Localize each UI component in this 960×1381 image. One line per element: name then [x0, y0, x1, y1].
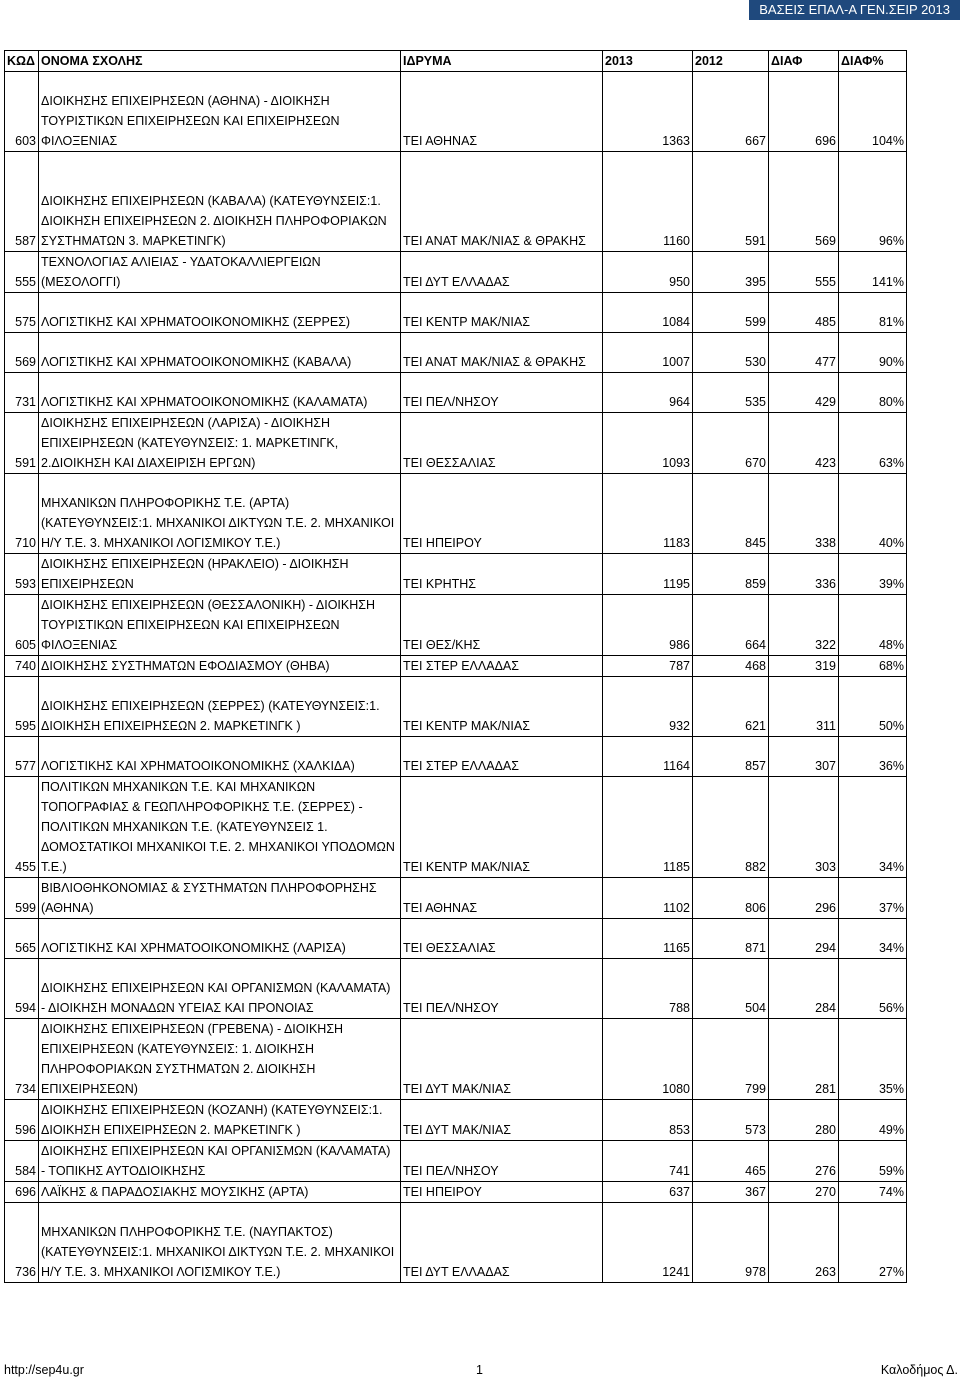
cell-institution: ΤΕΙ ΔΥΤ ΕΛΛΑΔΑΣ: [401, 252, 603, 293]
cell-2013: 787: [603, 656, 693, 677]
cell-code: 587: [5, 152, 39, 252]
table-row: [5, 677, 907, 737]
cell-diff-pct: 68%: [839, 656, 907, 677]
table-row: [5, 413, 907, 474]
cell-name: ΔΙΟΙΚΗΣΗΣ ΕΠΙΧΕΙΡΗΣΕΩΝ (ΣΕΡΡΕΣ) (ΚΑΤΕΥΘΥΝΣΕΙΣ:1. ΔΙΟΙΚΗΣΗ ΕΠΙΧΕΙΡΗΣΕΩΝ 2. ΜΑΡΚΕΤΙΝΓΚ ): [39, 677, 401, 737]
cell-2013: 637: [603, 1182, 693, 1203]
cell-diff-pct: 96%: [839, 152, 907, 252]
cell-2013: 853: [603, 1100, 693, 1141]
cell-2012: 395: [693, 252, 769, 293]
cell-diff: 696: [769, 72, 839, 152]
cell-2013: 1164: [603, 737, 693, 777]
cell-code: 455: [5, 777, 39, 878]
cell-2012: 664: [693, 595, 769, 656]
cell-diff: 263: [769, 1203, 839, 1283]
cell-diff-pct: 63%: [839, 413, 907, 474]
cell-code: 710: [5, 474, 39, 554]
cell-2012: 504: [693, 959, 769, 1019]
table-header-row: [5, 51, 907, 72]
cell-diff: 296: [769, 878, 839, 919]
cell-code: 594: [5, 959, 39, 1019]
cell-institution: ΤΕΙ ΚΕΝΤΡ ΜΑΚ/ΝΙΑΣ: [401, 677, 603, 737]
cell-code: 584: [5, 1141, 39, 1182]
table-row: [5, 595, 907, 656]
cell-diff-pct: 56%: [839, 959, 907, 1019]
cell-diff: 281: [769, 1019, 839, 1100]
footer-page-number: 1: [476, 1363, 483, 1377]
cell-diff-pct: 50%: [839, 677, 907, 737]
cell-code: 696: [5, 1182, 39, 1203]
table-row: [5, 333, 907, 373]
cell-2012: 367: [693, 1182, 769, 1203]
cell-2013: 1080: [603, 1019, 693, 1100]
table-row: [5, 373, 907, 413]
cell-code: 599: [5, 878, 39, 919]
cell-diff: 485: [769, 293, 839, 333]
cell-diff: 336: [769, 554, 839, 595]
cell-institution: ΤΕΙ ΘΕΣΣΑΛΙΑΣ: [401, 919, 603, 959]
cell-2013: 1185: [603, 777, 693, 878]
cell-diff-pct: 80%: [839, 373, 907, 413]
cell-name: ΛΟΓΙΣΤΙΚΗΣ ΚΑΙ ΧΡΗΜΑΤΟΟΙΚΟΝΟΜΙΚΗΣ (ΣΕΡΡΕΣ): [39, 293, 401, 333]
cell-institution: ΤΕΙ ΚΡΗΤΗΣ: [401, 554, 603, 595]
cell-code: 565: [5, 919, 39, 959]
cell-diff: 307: [769, 737, 839, 777]
cell-diff-pct: 104%: [839, 72, 907, 152]
cell-code: 595: [5, 677, 39, 737]
cell-diff: 322: [769, 595, 839, 656]
col-header-2012: 2012: [693, 51, 769, 72]
cell-2013: 1160: [603, 152, 693, 252]
table-row: [5, 878, 907, 919]
table-row: [5, 72, 907, 152]
cell-name: ΔΙΟΙΚΗΣΗΣ ΕΠΙΧΕΙΡΗΣΕΩΝ (ΚΑΒΑΛΑ) (ΚΑΤΕΥΘΥΝΣΕΙΣ:1. ΔΙΟΙΚΗΣΗ ΕΠΙΧΕΙΡΗΣΕΩΝ 2. ΔΙΟΙΚΗΣΗ ΠΛΗΡΟΦΟΡΙΑΚΩΝ ΣΥΣΤΗΜΑΤΩΝ 3. ΜΑΡΚΕΤΙΝΓΚ): [39, 152, 401, 252]
cell-name: ΛΟΓΙΣΤΙΚΗΣ ΚΑΙ ΧΡΗΜΑΤΟΟΙΚΟΝΟΜΙΚΗΣ (ΚΑΒΑΛΑ): [39, 333, 401, 373]
cell-institution: ΤΕΙ ΣΤΕΡ ΕΛΛΑΔΑΣ: [401, 737, 603, 777]
cell-diff-pct: 34%: [839, 777, 907, 878]
cell-2013: 1093: [603, 413, 693, 474]
cell-2013: 986: [603, 595, 693, 656]
table-row: [5, 1100, 907, 1141]
cell-diff-pct: 34%: [839, 919, 907, 959]
page-header: ΒΑΣΕΙΣ ΕΠΑΛ-Α ΓΕΝ.ΣΕΙΡ 2013: [749, 0, 960, 20]
cell-code: 603: [5, 72, 39, 152]
cell-institution: ΤΕΙ ΠΕΛ/ΝΗΣΟΥ: [401, 373, 603, 413]
cell-diff: 270: [769, 1182, 839, 1203]
table-row: [5, 959, 907, 1019]
table-row: [5, 1182, 907, 1203]
cell-institution: ΤΕΙ ΘΕΣ/ΚΗΣ: [401, 595, 603, 656]
cell-code: 593: [5, 554, 39, 595]
cell-institution: ΤΕΙ ΚΕΝΤΡ ΜΑΚ/ΝΙΑΣ: [401, 293, 603, 333]
cell-2013: 1165: [603, 919, 693, 959]
cell-name: ΠΟΛΙΤΙΚΩΝ ΜΗΧΑΝΙΚΩΝ Τ.Ε. ΚΑΙ ΜΗΧΑΝΙΚΩΝ ΤΟΠΟΓΡΑΦΙΑΣ & ΓΕΩΠΛΗΡΟΦΟΡΙΚΗΣ Τ.Ε. (ΣΕΡΡΕΣ) - ΠΟΛΙΤΙΚΩΝ ΜΗΧΑΝΙΚΩΝ Τ.Ε. (ΚΑΤΕΥΘΥΝΣΕΙΣ 1. ΔΟΜΟΣΤΑΤΙΚΟΙ ΜΗΧΑΝΙΚΟΙ Τ.Ε. 2. ΜΗΧΑΝΙΚΟΙ ΥΠΟΔΟΜΩΝ Τ.Ε.): [39, 777, 401, 878]
cell-2012: 845: [693, 474, 769, 554]
cell-institution: ΤΕΙ ΔΥΤ ΜΑΚ/ΝΙΑΣ: [401, 1019, 603, 1100]
cell-name: ΔΙΟΙΚΗΣΗΣ ΕΠΙΧΕΙΡΗΣΕΩΝ ΚΑΙ ΟΡΓΑΝΙΣΜΩΝ (ΚΑΛΑΜΑΤΑ) - ΤΟΠΙΚΗΣ ΑΥΤΟΔΙΟΙΚΗΣΗΣ: [39, 1141, 401, 1182]
cell-institution: ΤΕΙ ΑΝΑΤ ΜΑΚ/ΝΙΑΣ & ΘΡΑΚΗΣ: [401, 333, 603, 373]
cell-code: 577: [5, 737, 39, 777]
cell-diff: 477: [769, 333, 839, 373]
cell-diff: 429: [769, 373, 839, 413]
cell-2013: 788: [603, 959, 693, 1019]
cell-diff: 311: [769, 677, 839, 737]
cell-2012: 599: [693, 293, 769, 333]
cell-code: 575: [5, 293, 39, 333]
cell-diff-pct: 81%: [839, 293, 907, 333]
cell-2012: 806: [693, 878, 769, 919]
cell-code: 736: [5, 1203, 39, 1283]
cell-diff: 338: [769, 474, 839, 554]
cell-diff-pct: 49%: [839, 1100, 907, 1141]
col-header-institution: ΙΔΡΥΜΑ: [401, 51, 603, 72]
col-header-diff: ΔΙΑΦ: [769, 51, 839, 72]
cell-diff-pct: 141%: [839, 252, 907, 293]
cell-name: ΛΑΪΚΗΣ & ΠΑΡΑΔΟΣΙΑΚΗΣ ΜΟΥΣΙΚΗΣ (ΑΡΤΑ): [39, 1182, 401, 1203]
cell-name: ΔΙΟΙΚΗΣΗΣ ΕΠΙΧΕΙΡΗΣΕΩΝ (ΘΕΣΣΑΛΟΝΙΚΗ) - ΔΙΟΙΚΗΣΗ ΤΟΥΡΙΣΤΙΚΩΝ ΕΠΙΧΕΙΡΗΣΕΩΝ ΚΑΙ ΕΠΙΧΕΙΡΗΣΕΩΝ ΦΙΛΟΞΕΝΙΑΣ: [39, 595, 401, 656]
cell-diff-pct: 27%: [839, 1203, 907, 1283]
cell-institution: ΤΕΙ ΔΥΤ ΜΑΚ/ΝΙΑΣ: [401, 1100, 603, 1141]
cell-diff-pct: 39%: [839, 554, 907, 595]
table-row: [5, 1141, 907, 1182]
cell-institution: ΤΕΙ ΚΕΝΤΡ ΜΑΚ/ΝΙΑΣ: [401, 777, 603, 878]
table-row: [5, 737, 907, 777]
results-table: [4, 50, 907, 1283]
cell-name: ΛΟΓΙΣΤΙΚΗΣ ΚΑΙ ΧΡΗΜΑΤΟΟΙΚΟΝΟΜΙΚΗΣ (ΛΑΡΙΣΑ): [39, 919, 401, 959]
cell-code: 555: [5, 252, 39, 293]
cell-2012: 667: [693, 72, 769, 152]
cell-institution: ΤΕΙ ΠΕΛ/ΝΗΣΟΥ: [401, 959, 603, 1019]
cell-diff: 423: [769, 413, 839, 474]
cell-code: 569: [5, 333, 39, 373]
cell-diff-pct: 90%: [839, 333, 907, 373]
cell-institution: ΤΕΙ ΑΘΗΝΑΣ: [401, 72, 603, 152]
table-row: [5, 554, 907, 595]
cell-institution: ΤΕΙ ΑΝΑΤ ΜΑΚ/ΝΙΑΣ & ΘΡΑΚΗΣ: [401, 152, 603, 252]
cell-2012: 535: [693, 373, 769, 413]
cell-diff-pct: 59%: [839, 1141, 907, 1182]
cell-diff-pct: 74%: [839, 1182, 907, 1203]
cell-2013: 1241: [603, 1203, 693, 1283]
cell-name: ΒΙΒΛΙΟΘΗΚΟΝΟΜΙΑΣ & ΣΥΣΤΗΜΑΤΩΝ ΠΛΗΡΟΦΟΡΗΣΗΣ (ΑΘΗΝΑ): [39, 878, 401, 919]
cell-2012: 859: [693, 554, 769, 595]
table-row: [5, 1019, 907, 1100]
cell-2012: 621: [693, 677, 769, 737]
cell-2012: 799: [693, 1019, 769, 1100]
cell-code: 605: [5, 595, 39, 656]
cell-2013: 932: [603, 677, 693, 737]
cell-2012: 591: [693, 152, 769, 252]
table-row: [5, 474, 907, 554]
cell-name: ΔΙΟΙΚΗΣΗΣ ΕΠΙΧΕΙΡΗΣΕΩΝ (ΑΘΗΝΑ) - ΔΙΟΙΚΗΣΗ ΤΟΥΡΙΣΤΙΚΩΝ ΕΠΙΧΕΙΡΗΣΕΩΝ ΚΑΙ ΕΠΙΧΕΙΡΗΣΕΩΝ ΦΙΛΟΞΕΝΙΑΣ: [39, 72, 401, 152]
cell-institution: ΤΕΙ ΗΠΕΙΡΟΥ: [401, 474, 603, 554]
cell-2013: 964: [603, 373, 693, 413]
table-row: [5, 152, 907, 252]
cell-institution: ΤΕΙ ΑΘΗΝΑΣ: [401, 878, 603, 919]
cell-2012: 573: [693, 1100, 769, 1141]
cell-name: ΔΙΟΙΚΗΣΗΣ ΕΠΙΧΕΙΡΗΣΕΩΝ (ΓΡΕΒΕΝΑ) - ΔΙΟΙΚΗΣΗ ΕΠΙΧΕΙΡΗΣΕΩΝ (ΚΑΤΕΥΘΥΝΣΕΙΣ: 1. ΔΙΟΙΚΗΣΗ ΠΛΗΡΟΦΟΡΙΑΚΩΝ ΣΥΣΤΗΜΑΤΩΝ 2. ΔΙΟΙΚΗΣΗ ΕΠΙΧΕΙΡΗΣΕΩΝ): [39, 1019, 401, 1100]
cell-diff: 294: [769, 919, 839, 959]
cell-code: 591: [5, 413, 39, 474]
cell-name: ΜΗΧΑΝΙΚΩΝ ΠΛΗΡΟΦΟΡΙΚΗΣ Τ.Ε. (ΑΡΤΑ) (ΚΑΤΕΥΘΥΝΣΕΙΣ:1. ΜΗΧΑΝΙΚΟΙ ΔΙΚΤΥΩΝ Τ.Ε. 2. ΜΗΧΑΝΙΚΟΙ Η/Υ Τ.Ε. 3. ΜΗΧΑΝΙΚΟΙ ΛΟΓΙΣΜΙΚΟΥ Τ.Ε.): [39, 474, 401, 554]
cell-2013: 1195: [603, 554, 693, 595]
cell-diff: 555: [769, 252, 839, 293]
cell-2012: 530: [693, 333, 769, 373]
cell-institution: ΤΕΙ ΣΤΕΡ ΕΛΛΑΔΑΣ: [401, 656, 603, 677]
cell-2013: 1102: [603, 878, 693, 919]
table-row: [5, 1203, 907, 1283]
cell-2012: 468: [693, 656, 769, 677]
cell-code: 740: [5, 656, 39, 677]
col-header-code: ΚΩΔ: [5, 51, 39, 72]
cell-diff: 280: [769, 1100, 839, 1141]
cell-institution: ΤΕΙ ΔΥΤ ΕΛΛΑΔΑΣ: [401, 1203, 603, 1283]
cell-name: ΔΙΟΙΚΗΣΗΣ ΕΠΙΧΕΙΡΗΣΕΩΝ (ΗΡΑΚΛΕΙΟ) - ΔΙΟΙΚΗΣΗ ΕΠΙΧΕΙΡΗΣΕΩΝ: [39, 554, 401, 595]
cell-2013: 1183: [603, 474, 693, 554]
cell-diff-pct: 40%: [839, 474, 907, 554]
cell-2013: 1363: [603, 72, 693, 152]
table-row: [5, 656, 907, 677]
cell-institution: ΤΕΙ ΠΕΛ/ΝΗΣΟΥ: [401, 1141, 603, 1182]
cell-2013: 950: [603, 252, 693, 293]
cell-2012: 857: [693, 737, 769, 777]
cell-name: ΔΙΟΙΚΗΣΗΣ ΕΠΙΧΕΙΡΗΣΕΩΝ (ΚΟΖΑΝΗ) (ΚΑΤΕΥΘΥΝΣΕΙΣ:1. ΔΙΟΙΚΗΣΗ ΕΠΙΧΕΙΡΗΣΕΩΝ 2. ΜΑΡΚΕΤΙΝΓΚ ): [39, 1100, 401, 1141]
cell-2013: 1007: [603, 333, 693, 373]
col-header-diff-pct: ΔΙΑΦ%: [839, 51, 907, 72]
cell-code: 596: [5, 1100, 39, 1141]
cell-2012: 882: [693, 777, 769, 878]
cell-diff-pct: 37%: [839, 878, 907, 919]
cell-diff: 303: [769, 777, 839, 878]
cell-diff: 569: [769, 152, 839, 252]
cell-2012: 465: [693, 1141, 769, 1182]
cell-name: ΜΗΧΑΝΙΚΩΝ ΠΛΗΡΟΦΟΡΙΚΗΣ Τ.Ε. (ΝΑΥΠΑΚΤΟΣ) (ΚΑΤΕΥΘΥΝΣΕΙΣ:1. ΜΗΧΑΝΙΚΟΙ ΔΙΚΤΥΩΝ Τ.Ε. 2. ΜΗΧΑΝΙΚΟΙ Η/Υ Τ.Ε. 3. ΜΗΧΑΝΙΚΟΙ ΛΟΓΙΣΜΙΚΟΥ Τ.Ε.): [39, 1203, 401, 1283]
table-row: [5, 919, 907, 959]
cell-2012: 871: [693, 919, 769, 959]
footer-url: http://sep4u.gr: [4, 1363, 84, 1377]
cell-diff: 276: [769, 1141, 839, 1182]
cell-institution: ΤΕΙ ΘΕΣΣΑΛΙΑΣ: [401, 413, 603, 474]
cell-code: 731: [5, 373, 39, 413]
footer-author: Καλοδήμος Δ.: [880, 1363, 958, 1377]
cell-name: ΛΟΓΙΣΤΙΚΗΣ ΚΑΙ ΧΡΗΜΑΤΟΟΙΚΟΝΟΜΙΚΗΣ (ΚΑΛΑΜΑΤΑ): [39, 373, 401, 413]
cell-2013: 1084: [603, 293, 693, 333]
cell-diff-pct: 35%: [839, 1019, 907, 1100]
cell-name: ΤΕΧΝΟΛΟΓΙΑΣ ΑΛΙΕΙΑΣ - ΥΔΑΤΟΚΑΛΛΙΕΡΓΕΙΩΝ (ΜΕΣΟΛΟΓΓΙ): [39, 252, 401, 293]
table-row: [5, 293, 907, 333]
col-header-2013: 2013: [603, 51, 693, 72]
cell-name: ΛΟΓΙΣΤΙΚΗΣ ΚΑΙ ΧΡΗΜΑΤΟΟΙΚΟΝΟΜΙΚΗΣ (ΧΑΛΚΙΔΑ): [39, 737, 401, 777]
cell-diff-pct: 36%: [839, 737, 907, 777]
table-row: [5, 777, 907, 878]
cell-diff: 319: [769, 656, 839, 677]
cell-2013: 741: [603, 1141, 693, 1182]
cell-name: ΔΙΟΙΚΗΣΗΣ ΣΥΣΤΗΜΑΤΩΝ ΕΦΟΔΙΑΣΜΟΥ (ΘΗΒΑ): [39, 656, 401, 677]
cell-2012: 978: [693, 1203, 769, 1283]
cell-institution: ΤΕΙ ΗΠΕΙΡΟΥ: [401, 1182, 603, 1203]
cell-name: ΔΙΟΙΚΗΣΗΣ ΕΠΙΧΕΙΡΗΣΕΩΝ ΚΑΙ ΟΡΓΑΝΙΣΜΩΝ (ΚΑΛΑΜΑΤΑ) - ΔΙΟΙΚΗΣΗ ΜΟΝΑΔΩΝ ΥΓΕΙΑΣ ΚΑΙ ΠΡΟΝΟΙΑΣ: [39, 959, 401, 1019]
cell-diff-pct: 48%: [839, 595, 907, 656]
table-row: [5, 252, 907, 293]
cell-name: ΔΙΟΙΚΗΣΗΣ ΕΠΙΧΕΙΡΗΣΕΩΝ (ΛΑΡΙΣΑ) - ΔΙΟΙΚΗΣΗ ΕΠΙΧΕΙΡΗΣΕΩΝ (ΚΑΤΕΥΘΥΝΣΕΙΣ: 1. ΜΑΡΚΕΤΙΝΓΚ, 2.ΔΙΟΙΚΗΣΗ ΚΑΙ ΔΙΑΧΕΙΡΙΣΗ ΕΡΓΩΝ): [39, 413, 401, 474]
cell-diff: 284: [769, 959, 839, 1019]
cell-code: 734: [5, 1019, 39, 1100]
col-header-name: ΟΝΟΜΑ ΣΧΟΛΗΣ: [39, 51, 401, 72]
cell-2012: 670: [693, 413, 769, 474]
